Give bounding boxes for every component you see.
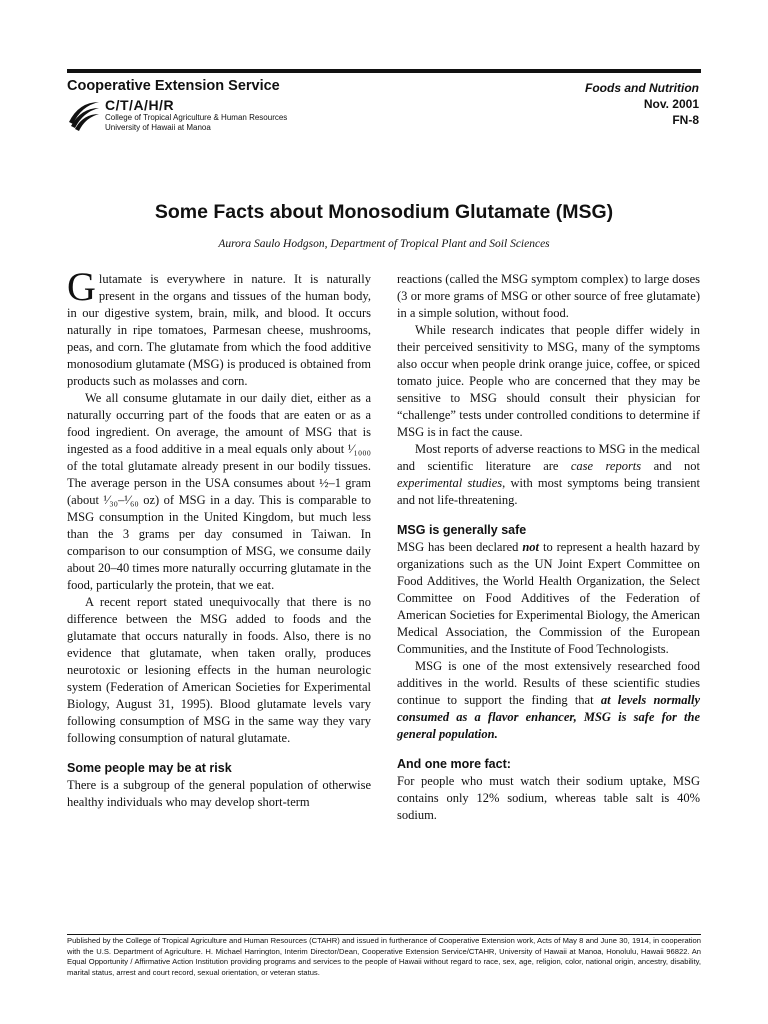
header-right bbox=[585, 80, 699, 128]
page-title: Some Facts about Monosodium Glutamate (MSG) bbox=[154, 201, 614, 223]
header-rule bbox=[67, 69, 701, 73]
ctahr-logo-icon bbox=[67, 98, 101, 132]
left-column bbox=[67, 264, 371, 811]
paragraph: reactions (called the MSG symptom complex) to large doses (3 or more grams of MSG or other source of free glutamate) in a simple solution, without food. bbox=[397, 272, 700, 320]
paragraph: There is a subgroup of the general population of otherwise healthy individuals who may develop short-term bbox=[67, 778, 371, 809]
footer-rule bbox=[67, 934, 701, 935]
byline: Aurora Saulo Hodgson, Department of Tropical Plant and Soil Sciences bbox=[218, 238, 550, 250]
series-name: Foods and Nutrition bbox=[585, 81, 699, 95]
publication-date: Nov. 2001 bbox=[643, 97, 699, 111]
paragraph: Most reports of adverse reactions to MSG in the medical and scientific literature are case reports and not experimental studies, with most symptoms being transient and not life-threatening. bbox=[397, 442, 700, 507]
logo-block bbox=[67, 98, 287, 133]
university-name: University of Hawaii at Manoa bbox=[105, 123, 211, 132]
header-left bbox=[67, 78, 287, 133]
publication-code: FN-8 bbox=[672, 113, 699, 127]
paragraph: We all consume glutamate in our daily diet, either as a naturally occurring part of the foods that are eaten or as a food ingredient. On average, the amount of MSG that is ingested as a food additive in a meal equals only about ¹⁄₁₀₀₀ of the total glutamate already present in our bodily tissues. The average person in the USA consumes about ½–1 gram (about ¹⁄₃₀–¹⁄₆₀ oz) of MSG in a day. This is comparable to MSG consumption in the United Kingdom, but much less than the 3 grams per day consumed in Taiwan. In comparison to our consumption of MSG, we consume daily about 20–40 times more naturally occurring glutamate in the food, particularly the protein, that we eat. bbox=[67, 391, 371, 592]
section-heading: And one more fact: bbox=[397, 757, 511, 771]
college-name: College of Tropical Agriculture & Human Resources bbox=[105, 113, 288, 122]
paragraph: For people who must watch their sodium uptake, MSG contains only 12% sodium, whereas table salt is 40% sodium. bbox=[397, 774, 700, 822]
section-heading: MSG is generally safe bbox=[397, 523, 527, 537]
paragraph: MSG has been declared not to represent a health hazard by organizations such as the UN Joint Expert Committee on Food Additives, the World Health Organization, the Select Committee on Food Additives of the Federation of American Societies for Experimental Biology, the American Medical Association, the Commission of the European Communities, and the Institute of Food Technologists. bbox=[397, 540, 700, 656]
service-name: Cooperative Extension Service bbox=[67, 78, 280, 94]
paragraph: While research indicates that people differ widely in their perceived sensitivity to MSG, many of the symptoms also occur when people drink orange juice, coffee, or spiced tomato juice. People who are concerned that they may be sensitive to MSG should consult their physician for “challenge” tests under controlled conditions to determine if MSG is in fact the cause. bbox=[397, 323, 700, 439]
section-heading: Some people may be at risk bbox=[67, 761, 232, 775]
paragraph: Glutamate is everywhere in nature. It is naturally present in the organs and tissues of the human body, in our digestive system, brain, milk, and blood. It occurs naturally in ripe tomatoes, Parmesan cheese, mushrooms, peas, and corn. The glutamate from which the food additive monosodium glutamate (MSG) is produced is obtained from products such as molasses and corn. bbox=[67, 264, 371, 388]
logo-text: C/T/A/H/R bbox=[105, 97, 175, 113]
right-column bbox=[397, 271, 700, 824]
footer-notice: Published by the College of Tropical Agriculture and Human Resources (CTAHR) and issued in furtherance of Cooperative Extension work, Acts of May 8 and June 30, 1914, in cooperation with the U.S. Department of Agriculture. H. Michael Harrington, Interim Director/Dean, Cooperative Extension Service/CTAHR, University of Hawaii at Manoa, Honolulu, Hawaii 96822. An Equal Opportunity / Affirmative Action Institution providing programs and services to the people of Hawaii without regard to race, sex, age, religion, color, national origin, ancestry, disability, marital status, arrest and court record, sexual orientation, or veteran status. bbox=[67, 936, 701, 977]
paragraph: A recent report stated unequivocally that there is no difference between the MSG added to foods and the glutamate that occurs naturally in foods. Also, there is no evidence that glutamate, when taken orally, produces neurotoxic or lesioning effects in the human neurologic system (Federation of American Societies for Experimental Biology, August 31, 1995). Blood glutamate levels vary following consumption of MSG in the same way they vary following consumption of natural glutamate. bbox=[67, 595, 371, 745]
paragraph: MSG is one of the most extensively researched food additives in the world. Results of these scientific studies continue to support the finding that at levels normally consumed as a flavor enhancer, MSG is safe for the general population. bbox=[397, 659, 700, 741]
drop-cap: G bbox=[67, 264, 96, 309]
